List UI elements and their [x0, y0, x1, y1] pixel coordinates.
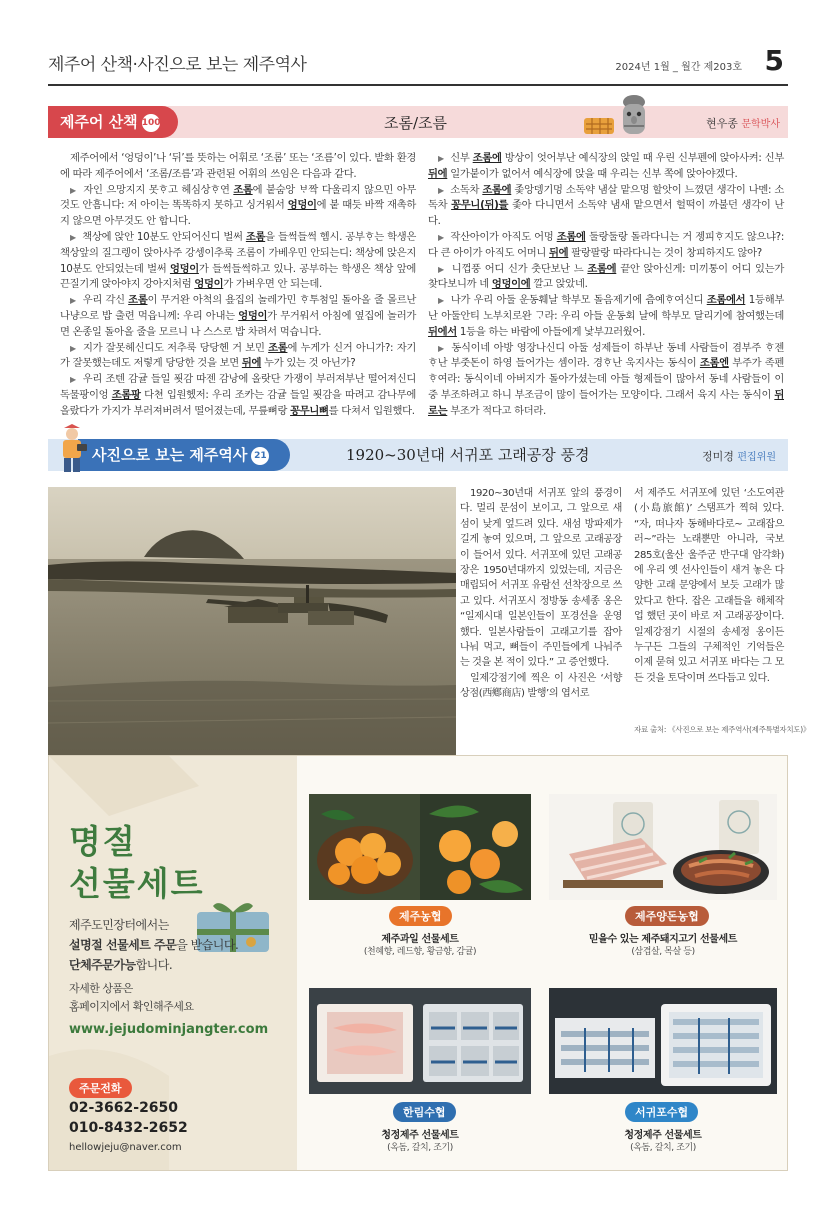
keyword: 엉덩이: [194, 278, 224, 291]
text-segment: 깔고 앉았네.: [530, 278, 588, 291]
keyword: 조롬에: [587, 262, 617, 275]
section2-column-right: [634, 486, 784, 686]
text-segment: 에 붙 때듯 바짝 재촉하지 않으면 아무것도 안 합니다.: [60, 199, 416, 228]
product-badge-seogwipo-suhyup: 서귀포수협: [625, 1102, 698, 1122]
section2-badge: [78, 439, 290, 471]
keyword: 조롬에: [556, 230, 586, 243]
text-segment: 에 붙숨앙 ᄇᆞ짝 다울리지 않으민 아무것도 안흠니다: 저 아이는 똑똑하지 못하고 싱거워서: [60, 183, 416, 212]
section2-author-name: 정미경: [701, 450, 734, 463]
product-desc-2: (삼겹살, 목살 등): [631, 947, 695, 957]
product-name-3: 청정제주 선물세트: [381, 1130, 459, 1141]
bullet-triangle-icon: ▶: [438, 154, 445, 163]
order-phone-2[interactable]: 010-8432-2652: [69, 1120, 188, 1136]
section2-column-left: [460, 486, 622, 702]
keyword: 조롬: [233, 183, 253, 196]
keyword: 뒤에: [428, 167, 448, 180]
text-segment: 팔랑팔랑 따라다니는 것이 창피하지도 않아?: [568, 246, 762, 259]
section1-paragraph: [60, 230, 416, 293]
dolharubang-illustration: [582, 94, 652, 138]
keyword: 조롬: [245, 230, 266, 243]
bullet-triangle-icon: ▶: [438, 343, 445, 353]
section2-number: 21: [251, 447, 269, 465]
section1-paragraph: [60, 341, 416, 373]
text-segment: 가 들썩들썩하고 있나. 공부하는 학생은 책상 앞에 끈질기게 앉아야지 강아지처럼: [60, 262, 417, 291]
ad-text-line3: [69, 956, 172, 973]
section2-author: [702, 448, 776, 464]
keyword: 꽁무니(뒤)를: [451, 199, 509, 212]
keyword: 조롬에: [472, 152, 502, 164]
text-segment: 를 다쳐서 입원했다.: [328, 404, 415, 417]
bullet-triangle-icon: ▶: [438, 232, 445, 242]
text-segment: 소독차: [447, 183, 483, 196]
text-segment: 1등을 하는 바람에 아들에게 낯부끄러웠어.: [456, 325, 646, 338]
section2-paragraph: 서 제주도 서귀포에 있던 ‘소도여관(小島旅館)’ 스탬프가 찍혀 있다. “자, 떠나자 동해바다로~ 고래잡으러~”라는 노래뿐만 아니라, 국보285호(울산 울주군 반구대 암각화)에 우리 옛 선사인들이 새겨 놓은 다양한 고래 문양에서 보듯 고래가 많았다고 한다. 잡은 고래들을 해체작업 했던 곳이 바로 저 고래공장이다. 일제강점기 시절의 송세정 옹이든 누구든 그들의 구체적인 기억들은 이제 묻혀 있고 서귀포 바다는 그 모든 것을 토닥이며 쓰다듬고 있다.: [634, 488, 784, 684]
ad-title-line2: 선물세트: [69, 864, 205, 903]
bullet-triangle-icon: ▶: [438, 296, 445, 306]
ad-text-line1: 제주도민장터에서는: [69, 918, 169, 932]
section1-number: 100: [142, 114, 160, 132]
text-segment: 가 가벼우면 안 되는데.: [223, 278, 322, 291]
ad-title-line1: 명절: [69, 822, 137, 861]
text-segment: 자인: [79, 183, 107, 196]
bullet-triangle-icon: ▶: [70, 296, 77, 306]
section1-badge: [48, 106, 178, 138]
keyword: 엉덩이: [169, 262, 199, 275]
section2-badge-label: 사진으로 보는 제주역사: [92, 446, 248, 464]
order-phone-1[interactable]: 02-3662-2650: [69, 1100, 179, 1116]
text-segment: 니껍풍 어디 신가 춧단보난 느: [447, 262, 588, 275]
section1-column-left: [60, 151, 416, 420]
keyword: 엉덩이: [238, 309, 268, 322]
keyword: 엉덩이에: [491, 278, 531, 291]
section1-author-name: 현우종: [705, 117, 738, 130]
section1-paragraph: [428, 262, 784, 294]
keyword: 뒤에: [241, 357, 262, 370]
ad-products-panel: [297, 756, 788, 1171]
product-name-4: 청정제주 선물세트: [624, 1130, 702, 1141]
bullet-triangle-icon: ▶: [70, 232, 77, 242]
keyword: 조롬: [268, 341, 288, 354]
section1-paragraph: [60, 293, 416, 340]
bullet-triangle-icon: ▶: [438, 264, 445, 274]
section1-header: [48, 106, 788, 138]
keyword: 조롬: [128, 294, 148, 307]
text-segment: 둘랑둘랑 돌라다니는 거 젱피ᄒᆞ지도 않으냐?: 다 큰 아이가 아직도 어머니: [428, 230, 784, 259]
section2-author-role: 편집위원: [737, 452, 776, 463]
keyword: 조롬에: [482, 183, 512, 196]
product-name-1: 제주과일 선물세트: [381, 934, 459, 945]
text-segment: 가 무거워서 아침에 옆집에 놀러가면 온종일 돌아올 줄을 모르니 나 스스로 밥 차려서 먹습니다.: [60, 309, 416, 338]
page-title: 제주어 산책·사진으로 보는 제주역사: [48, 55, 307, 75]
keyword: 뒤에서: [428, 325, 457, 338]
text-segment: 우리 조텐 감귤 들일 푓감 따젠 감낭에 올랏단 가쟁이 부러져부난 떨어져신디 독물팡이엉: [60, 373, 416, 401]
ad-text-line4: 자세한 상품은: [69, 982, 133, 995]
text-segment: 을 들썩들썩 헴시. 공부ᄒᆞ는 학생은 책상앞의 질그렝이 앉아사주 강셍이추룩 조롬이 가베우민 안되는디: 책상에 앉은지 10분도 안되었는데 벌써: [60, 230, 417, 275]
text-segment: 동식이네 아방 영장나신디 아둘 성제들이 하부난 동네 사람들이 겸부주 ᄒᆞ젠 ᄒᆞ난 부줏돈이 하영 들어가는 셈이라. 경ᄒᆞ난 욱지사는 동식이: [428, 341, 785, 370]
product-image-pork: [549, 794, 777, 900]
page-header: [48, 42, 788, 86]
section1-paragraph: [60, 372, 416, 419]
section1-paragraph: [60, 183, 416, 230]
bullet-triangle-icon: ▶: [70, 185, 77, 195]
keyword: 조롬에서: [706, 294, 746, 307]
text-segment: 다쳔 입원헸저: 우리 조카는 감귤 들일 푓감을 따려고 감나무에 올랐다가 가지가 부러져버려서 떨어졌는데, 무릎뼈랑: [60, 388, 416, 417]
section1-paragraph: [428, 341, 784, 420]
keyword: 뒤로는: [428, 388, 784, 417]
ad-text-line2-rest: 을 받습니다.: [176, 938, 239, 952]
photographer-illustration: [52, 424, 92, 474]
keyword: 꽁무니뼈: [290, 404, 329, 417]
order-email[interactable]: hellowjeju@naver.com: [69, 1142, 182, 1153]
product-name-2: 믿을수 있는 제주돼지고기 선물세트: [588, 934, 738, 945]
bullet-triangle-icon: ▶: [438, 185, 445, 195]
ad-text-line3-bold: 단체주문가능: [69, 958, 136, 972]
bullet-triangle-icon: ▶: [70, 375, 77, 385]
text-segment: 책상에 앉안 10분도 안되어신디 벌써: [79, 230, 246, 243]
section2-title: 1920~30년대 서귀포 고래공장 풍경: [346, 446, 590, 464]
text-segment: 지가 잘못헤신디도 저추룩 당당헨 거 보민: [79, 341, 269, 354]
bullet-triangle-icon: ▶: [70, 343, 77, 353]
gift-set-advertisement: [48, 755, 788, 1171]
keyword: 뒤에: [548, 246, 569, 259]
section1-author: [706, 115, 780, 131]
section1-paragraph: [428, 183, 784, 230]
text-segment: 부주가 족펜 ᄒᆞ여라: 동식이네 아버지가 돌아가셨는데 아들 형제들이 많아서 동네 사람들이 이중 부조하려고 하니 부조금이 많이 들어가는 모양이다. 그래서 육지 사는 동식이: [428, 357, 784, 401]
text-segment: 으망지지 못ᄒᆞ고 헤심상ᄒᆞ연: [106, 183, 234, 196]
text-segment: 부조가 적다고 하더라.: [447, 404, 547, 417]
product-desc-3: (옥돔, 갈치, 조기): [387, 1143, 453, 1153]
ad-text-line2-bold: 설명절 선물세트 주문: [69, 938, 177, 952]
section2-header: [48, 439, 788, 471]
ad-info-panel: [49, 756, 297, 1171]
product-badge-hallim-suhyup: 한림수협: [393, 1102, 456, 1122]
section2-paragraph: 일제강점기에 찍은 이 사진은 ‘서향상점(西鄕商店) 발행’의 엽서로: [460, 672, 622, 700]
section1-paragraph: [428, 151, 784, 183]
page-number: 5: [764, 44, 784, 77]
text-segment: 나가 우리 아둘 운동훼날 학부모 돌음제기에 츰예ᄒᆞ여신디: [447, 294, 707, 307]
text-segment: 우리 각신: [79, 294, 129, 307]
text-segment: 신부: [447, 152, 473, 164]
issue-label: 2024년 1월 _ 월간 제203호: [615, 62, 742, 73]
section1-title: 조롬/조름: [384, 114, 448, 132]
ad-website-link[interactable]: www.jejudominjangter.com: [69, 1022, 269, 1037]
product-image-fish-hallim: [309, 988, 531, 1094]
order-phone-badge: 주문전화: [69, 1078, 132, 1098]
product-badge-jeju-yangdon: 제주양돈농협: [625, 906, 709, 926]
product-image-fruit: [309, 794, 531, 900]
text-segment: 작산아이가 아직도 어멍: [447, 230, 557, 243]
text-segment: 좇아 다니면서 소독약 냄새 맡으면서 헐떡이 까불던 생각이 난다.: [428, 199, 784, 228]
text-segment: 일가붙이가 없어서 예식장에 앉을 때 우리는 신부 쪽에 앉아야겠다.: [447, 167, 738, 180]
historic-whaling-factory-photo: [48, 487, 456, 757]
text-segment: 에 누게가 신거 아니가?: 자기가 잘못했는데도 저렇게 당당한 것을 보면: [60, 341, 417, 370]
product-badge-jeju-nh: 제주농협: [389, 906, 452, 926]
section2-source: 자료 출처: 《사진으로 보는 제주역사(제주특별자치도)》: [634, 725, 811, 734]
section1-column-right: [428, 151, 784, 420]
ad-text-line2: [69, 936, 238, 953]
keyword: 엉덩이: [287, 199, 317, 212]
section1-paragraph: 제주어에서 ‘엉덩이’나 ‘뒤’를 뜻하는 어휘로 ‘조롬’ 또는 ‘조름’이 있다. 밭화 환경에 따라 제주어에서 ‘조롬/조름’과 관련된 어휘의 쓰임은 다음과 같다.: [60, 152, 416, 180]
text-segment: 좇앙뎅기멍 소독약 냄살 맡으멍 할앗이 느꼈뎐 생각이 나멘: 소독차: [428, 183, 785, 212]
text-segment: 1등해부난 아둘안티 노부치로완 ᄀᆞ라: 우리 아들 운동회 날에 학부모 달리기에 참여했는데: [428, 294, 784, 322]
text-segment: 이 무거완 아척의 욮집의 놀레가민 ᄒᆞ투첨일 돌아올 줄 몰르난 나냥으로 밥 출련 먹읍니께: 우리 아내는: [60, 294, 416, 322]
ad-text-line5: 홈페이지에서 확인해주세요: [69, 1000, 194, 1013]
keyword: 조롬팡: [111, 388, 141, 401]
text-segment: 누가 있는 것 아닌가?: [261, 357, 356, 370]
section1-author-role: 문학박사: [741, 119, 780, 130]
text-segment: 끝안 앉아신게: 미끼통이 어디 있는가 찾다보니까 네: [428, 262, 784, 291]
text-segment: 방상이 엇어부난 예식장의 앉일 때 우린 신부펜에 앉아사켜: 신부: [501, 152, 784, 164]
product-desc-4: (옥돔, 갈치, 조기): [630, 1143, 696, 1153]
keyword: 조롬엔: [699, 357, 729, 370]
section1-badge-label: 제주어 산책: [60, 113, 138, 131]
product-desc-1: (천혜향, 레드향, 황금향, 감귤): [363, 947, 477, 957]
section2-paragraph: 1920~30년대 서귀포 앞의 풍경이다. 멀리 문섬이 보이고, 그 앞으로 새섬이 낮게 엎드려 있다. 새섬 방파제가 길게 놓여 있으며, 그 앞으로 고래공장이 들어서 있다. 서귀포에 있던 고래공장은 1950년대까지 있었는데, 지금은 매립되어 서귀포 유람선 선착장으로 쓰고 있다. 서귀포시 정방동 송세종 옹은 “일제시대 일본인들이 포경선을 운영했다. 일본사람들이 고래고기를 잡아 나눠 먹고, 뼈들이 주민들에게 나눠주는 것을 본 적이 있다.” 고 증언했다.: [460, 488, 622, 669]
product-image-fish-seogwipo: [549, 988, 777, 1094]
section1-paragraph: [428, 230, 784, 262]
ad-text-line3-rest: 합니다.: [135, 958, 173, 972]
section1-paragraph: [428, 293, 784, 340]
